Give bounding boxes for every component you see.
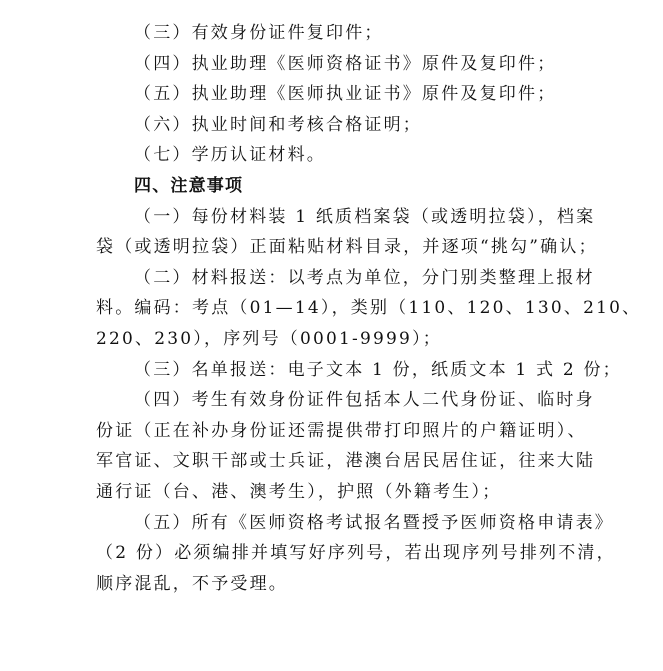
section-heading: 四、注意事项 bbox=[134, 175, 244, 196]
doc-line-1: （三）有效身份证件复印件； bbox=[134, 23, 384, 43]
doc-line-8: 袋（或透明拉袋）正面粘贴材料目录，并逐项“挑勾”确认； bbox=[96, 237, 598, 258]
doc-line-17: （五）所有《医师资格考试报名暨授予医师资格申请表》 bbox=[134, 512, 614, 533]
doc-line-4: （六）执业时间和考核合格证明； bbox=[134, 114, 422, 135]
doc-line-2: （四）执业助理《医师资格证书》原件及复印件； bbox=[134, 53, 557, 74]
doc-line-14: 份证（正在补办身份证还需提供带打印照片的户籍证明）、 bbox=[96, 420, 587, 441]
doc-line-16: 通行证（台、港、澳考生），护照（外籍考生）； bbox=[96, 481, 502, 502]
doc-line-12: （三）名单报送：电子文本 1 份，纸质文本 1 式 2 份； bbox=[134, 359, 622, 380]
doc-line-10: 料。编码：考点（01—14），类别（110、120、130、210、 bbox=[96, 298, 642, 319]
doc-line-18: （2 份）必须编排并填写好序列号，若出现序列号排列不清， bbox=[96, 543, 616, 564]
doc-line-3: （五）执业助理《医师执业证书》原件及复印件； bbox=[134, 84, 557, 105]
doc-line-9: （二）材料报送：以考点为单位，分门别类整理上报材 bbox=[134, 267, 595, 288]
doc-line-5: （七）学历认证材料。 bbox=[134, 145, 326, 166]
doc-line-7: （一）每份材料装 1 纸质档案袋（或透明拉袋），档案 bbox=[134, 206, 596, 227]
doc-line-11: 220、230），序列号（0001-9999）； bbox=[96, 328, 442, 349]
doc-line-13: （四）考生有效身份证件包括本人二代身份证、临时身 bbox=[134, 390, 595, 411]
doc-line-15: 军官证、文职干部或士兵证，港澳台居民居住证，往来大陆 bbox=[96, 451, 596, 472]
doc-line-19: 顺序混乱，不予受理。 bbox=[96, 573, 288, 594]
